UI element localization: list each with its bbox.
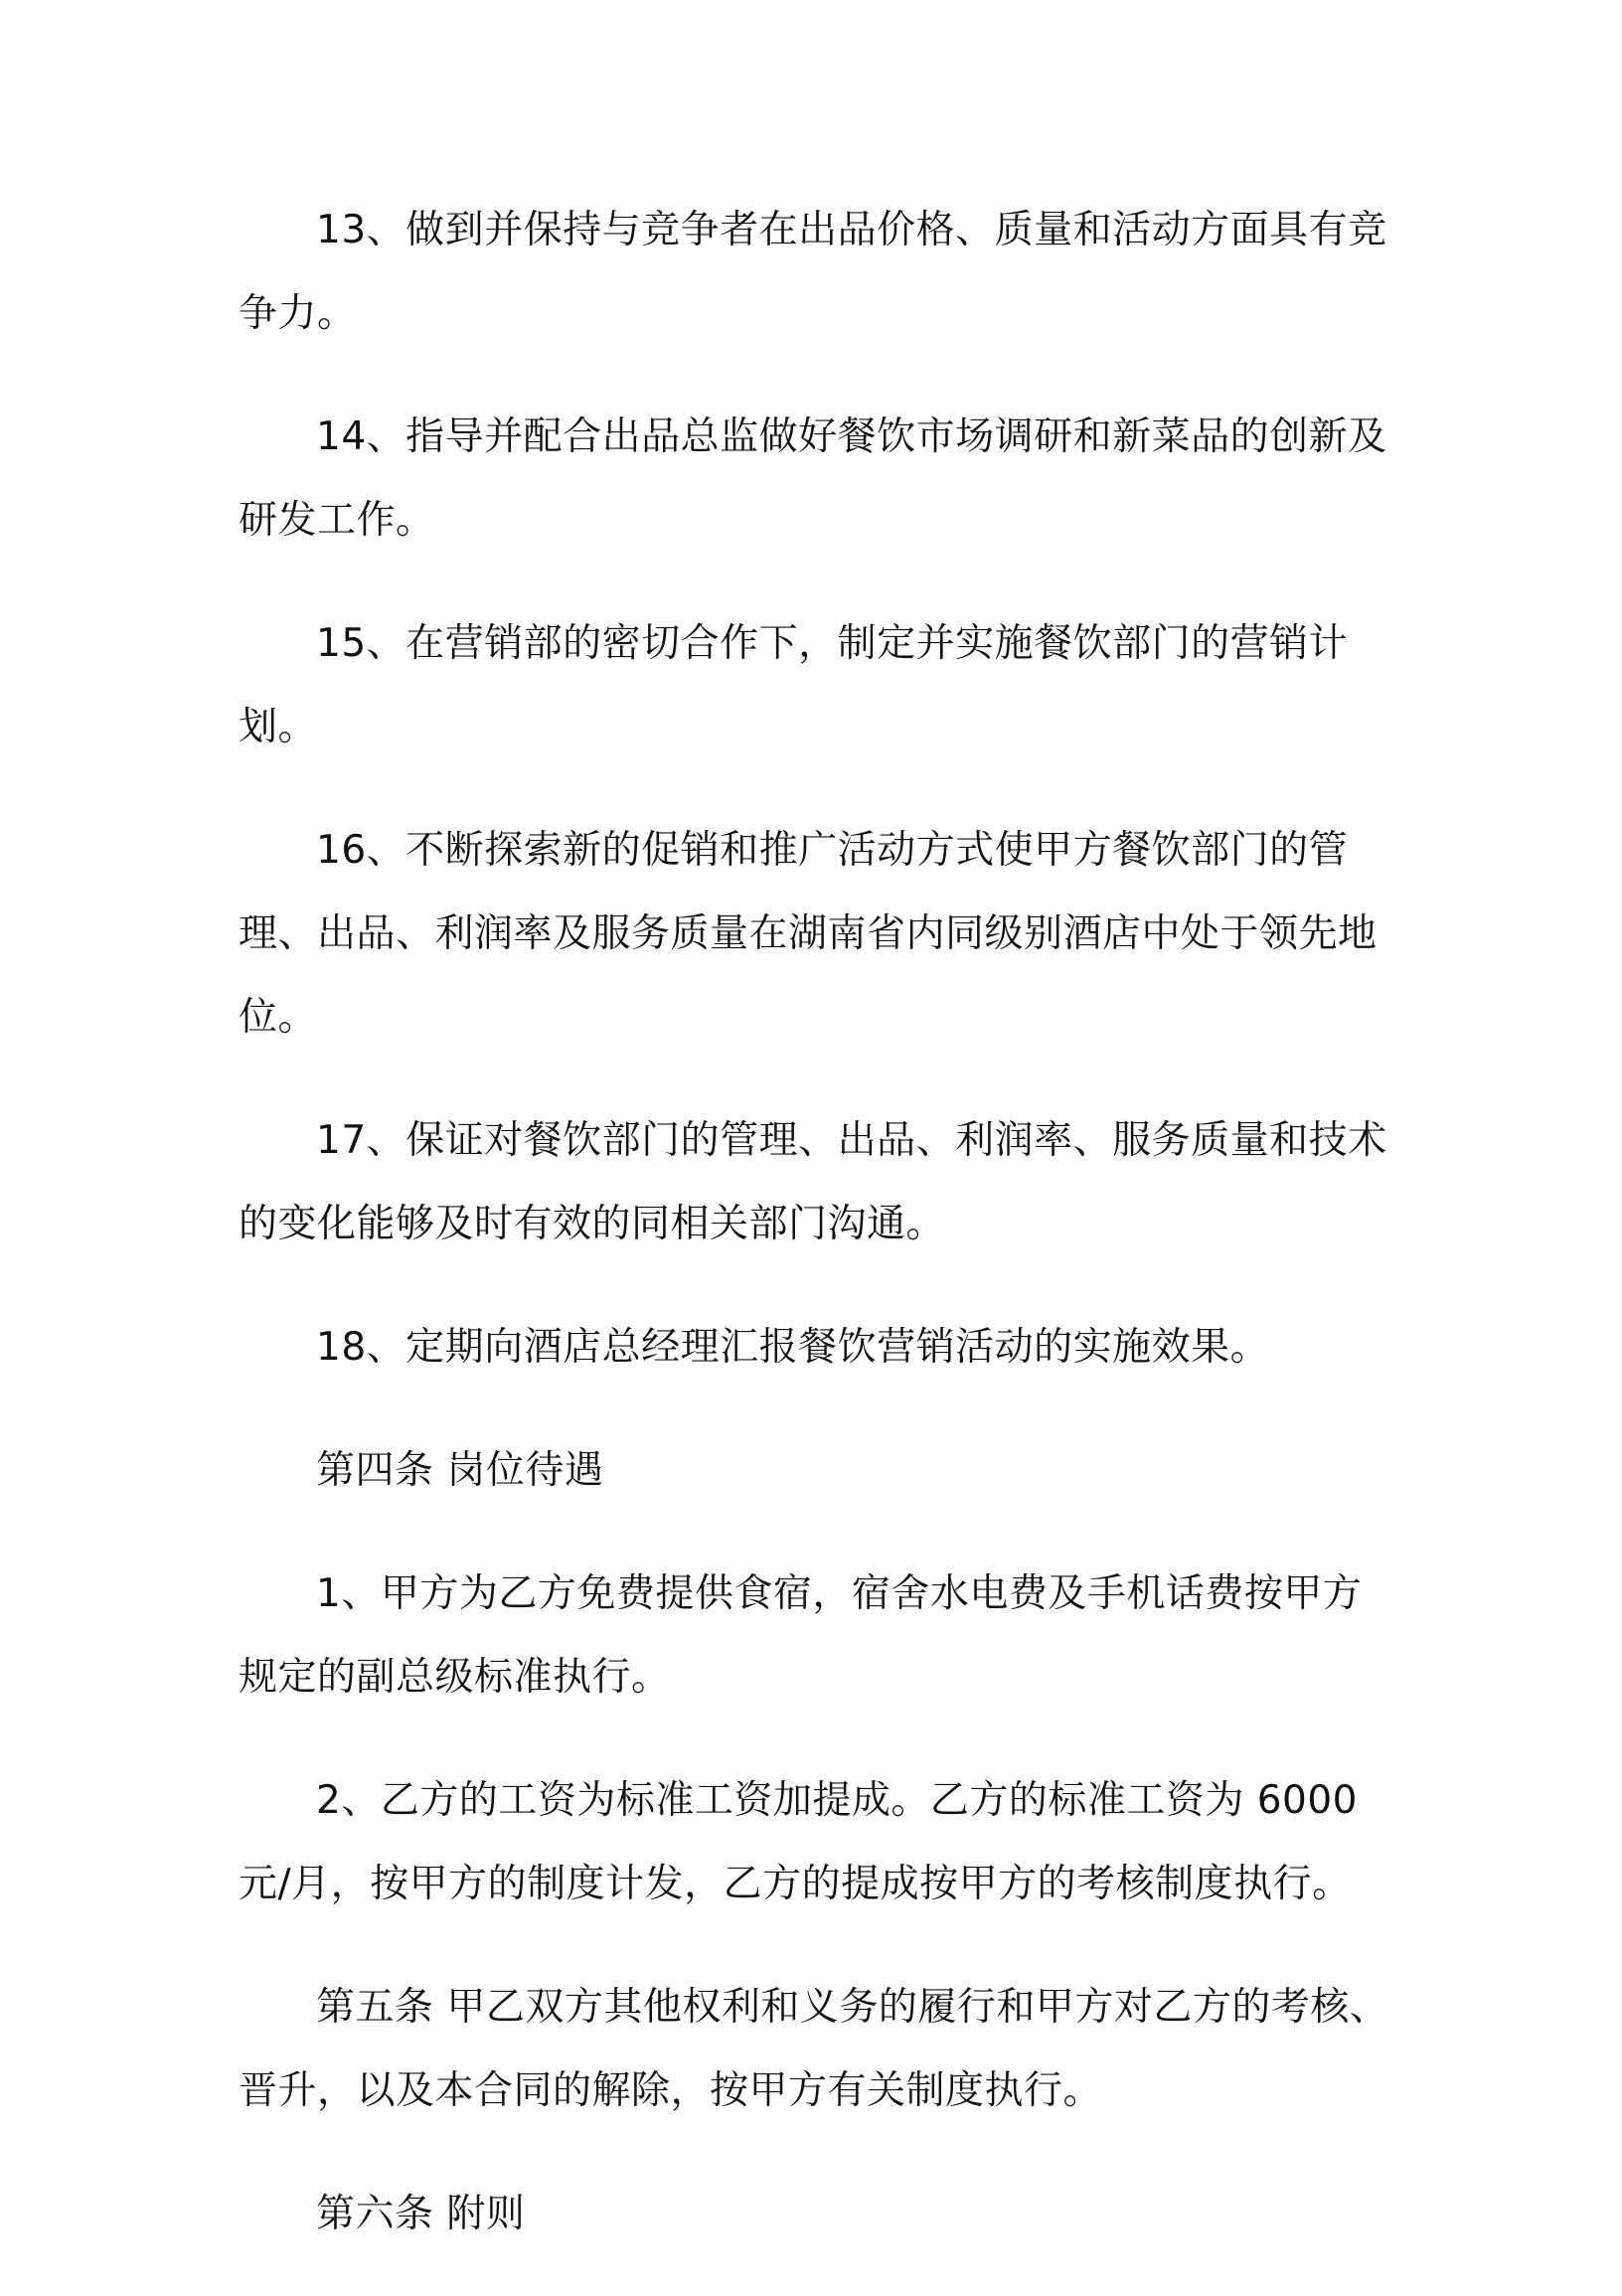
item-13: 13、做到并保持与竞争者在出品价格、质量和活动方面具有竞争力。 <box>239 208 1387 336</box>
item-15: 15、在营销部的密切合作下，制定并实施餐饮部门的营销计划。 <box>239 621 1349 749</box>
section-4-item-2: 2、乙方的工资为标准工资加提成。乙方的标准工资为 6000 元/月，按甲方的制度计发，乙方的提成按甲方的考核制度执行。 <box>239 1778 1358 1906</box>
section-5-text: 第五条 甲乙双方其他权利和义务的履行和甲方对乙方的考核、晋升，以及本合同的解除，按甲方有关制度执行。 <box>239 1985 1389 2113</box>
item-17: 17、保证对餐饮部门的管理、出品、利润率、服务质量和技术的变化能够及时有效的同相关部门沟通。 <box>239 1118 1387 1246</box>
item-14: 14、指导并配合出品总监做好餐饮市场调研和新菜品的创新及研发工作。 <box>239 414 1387 543</box>
section-4-item-1: 1、甲方为乙方免费提供食宿，宿舍水电费及手机话费按甲方规定的副总级标准执行。 <box>239 1571 1363 1700</box>
item-16: 16、不断探索新的促销和推广活动方式使甲方餐饮部门的管理、出品、利润率及服务质量在湖南省内同级别酒店中处于领先地位。 <box>239 828 1378 1040</box>
document-body <box>239 189 1391 2296</box>
section-6-title: 第六条 附则 <box>316 2192 526 2236</box>
item-18: 18、定期向酒店总经理汇报餐饮营销活动的实施效果。 <box>316 1325 1270 1370</box>
section-4-title: 第四条 岗位待遇 <box>316 1448 604 1493</box>
